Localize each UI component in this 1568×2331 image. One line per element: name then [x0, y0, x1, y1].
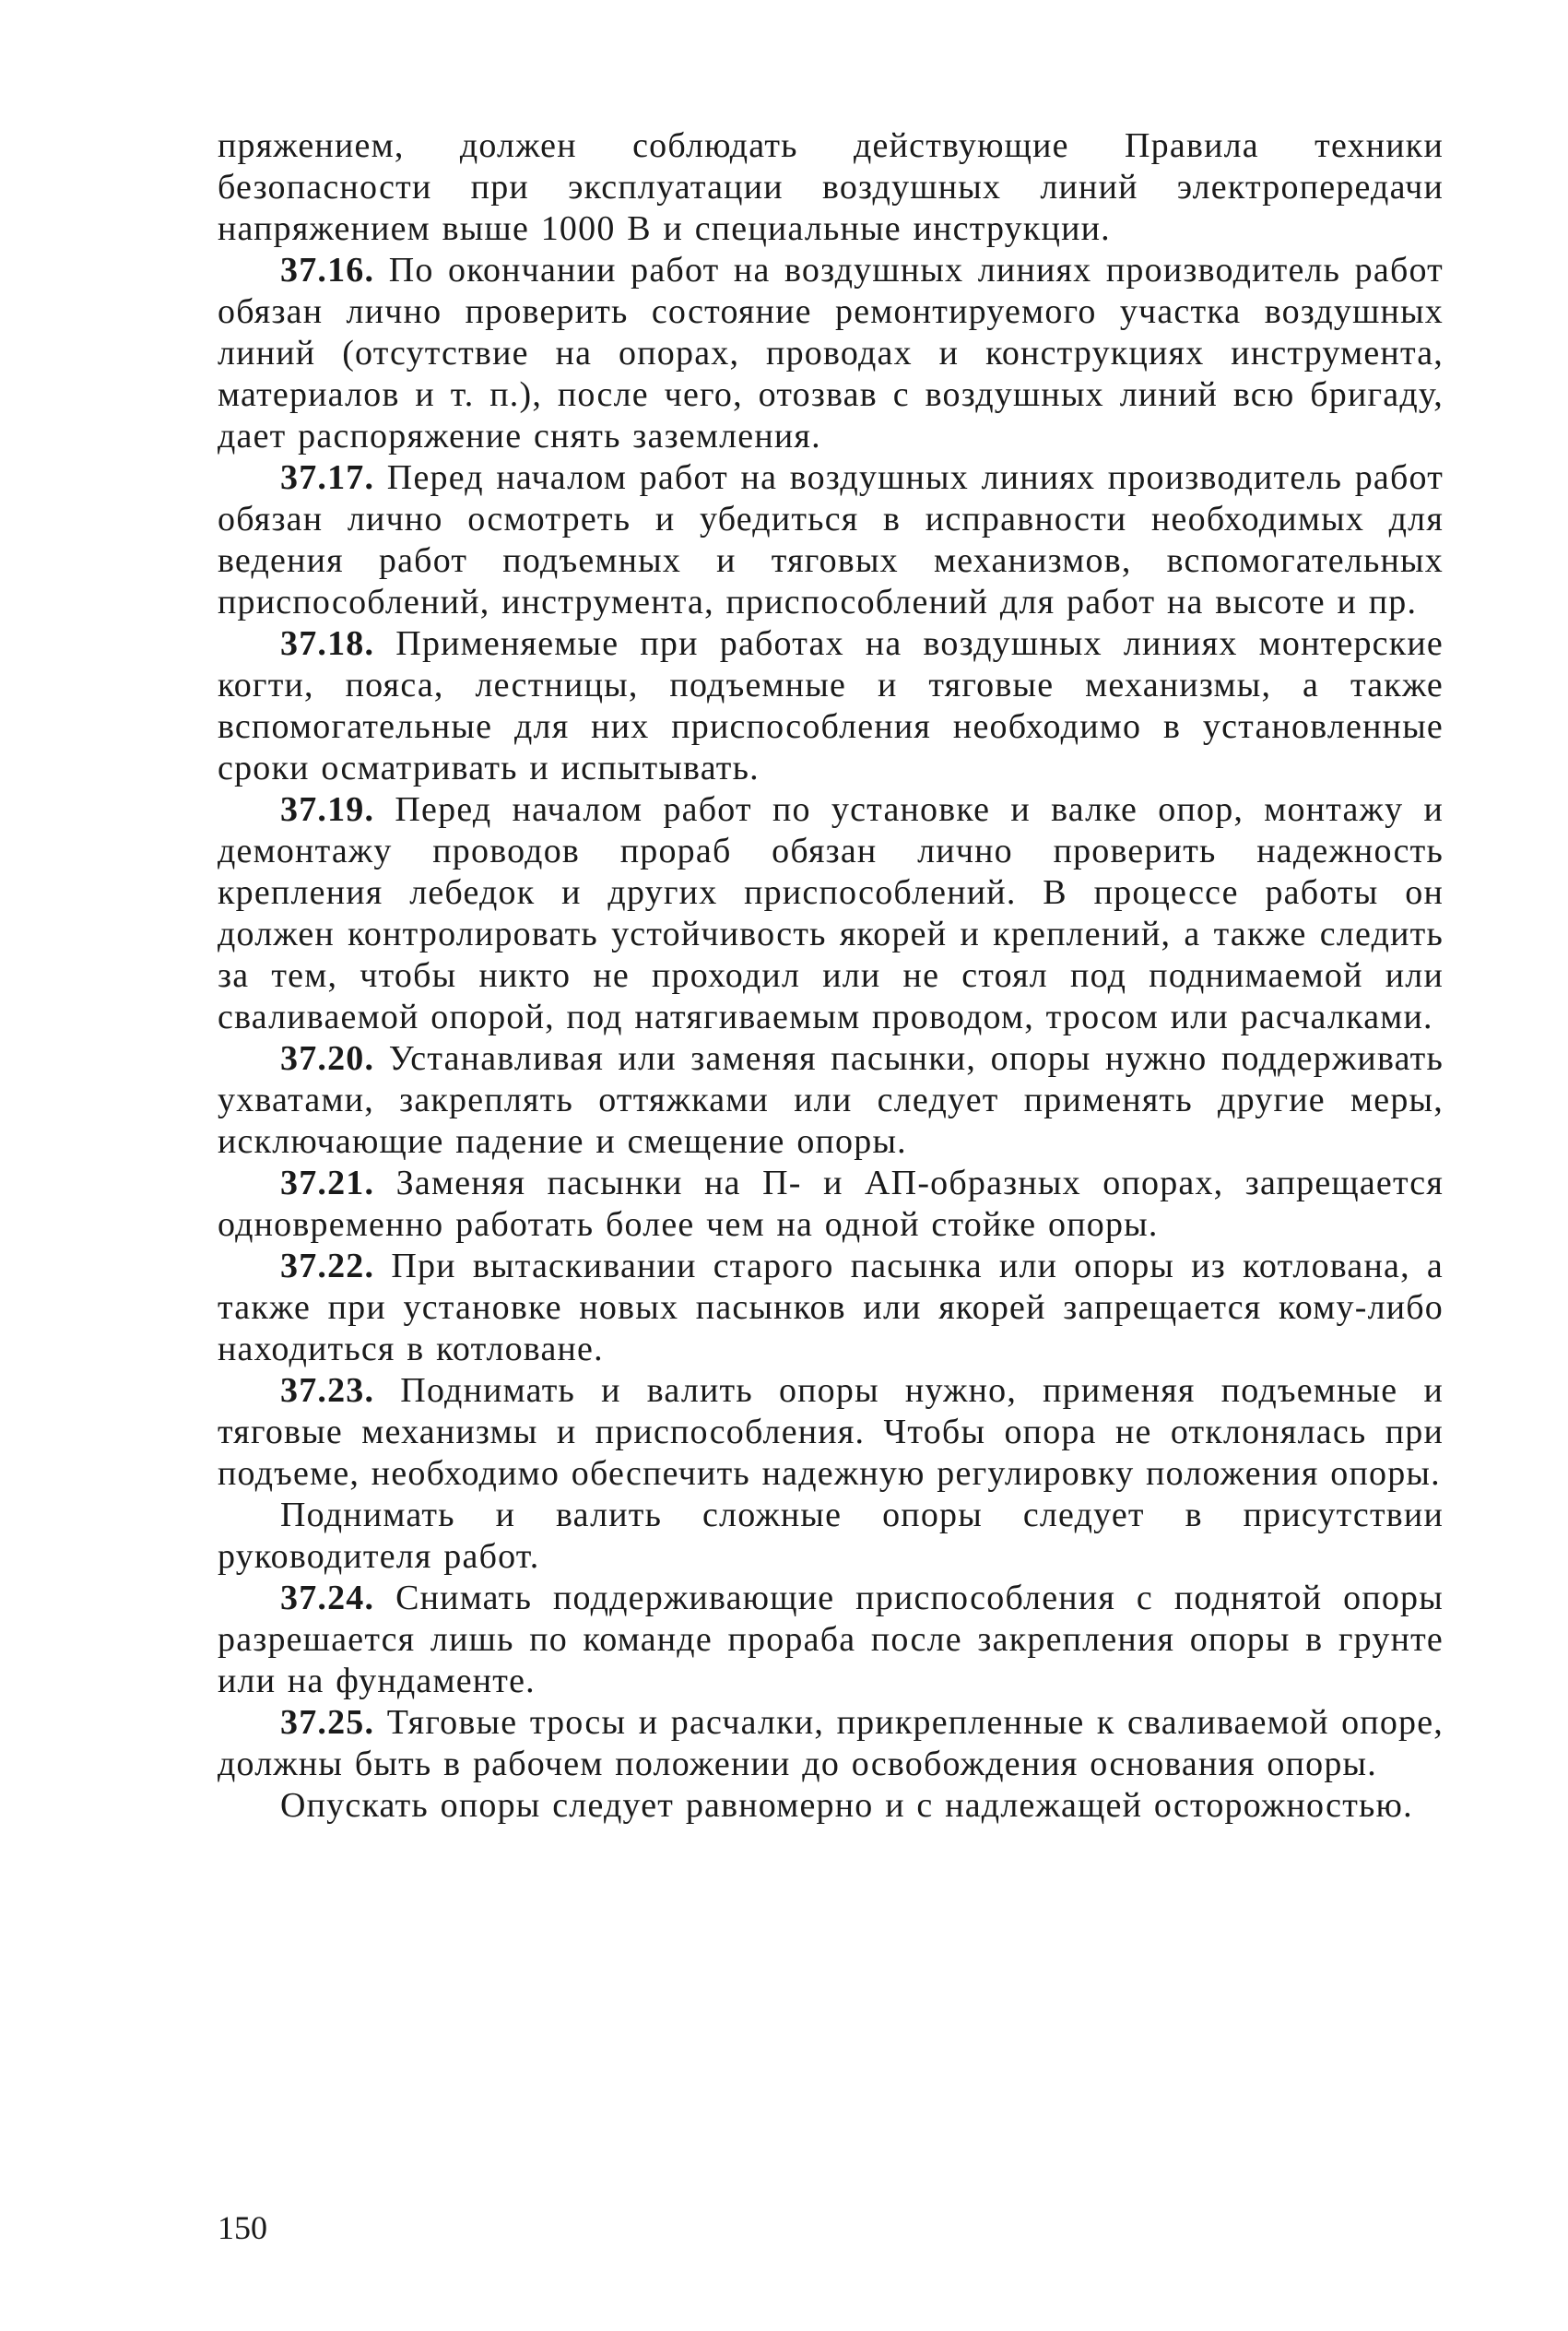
paragraph-text: Заменяя пасынки на П- и АП-образных опорах, запрещается одновременно работать более чем на одной стойке опоры.: [218, 1164, 1444, 1244]
paragraph-text: Применяемые при работах на воздушных линиях монтерские когти, пояса, лестницы, подъемные и тяговые механизмы, а также вспомогательные для них приспособления необходимо в установленные сроки осматривать и испытывать.: [218, 624, 1444, 787]
clause-number: 37.21.: [280, 1164, 375, 1202]
paragraph-37-23-continued: [218, 1495, 1444, 1578]
paragraph-continuation: [218, 125, 1444, 250]
paragraph-text: Тяговые тросы и расчалки, прикрепленные к сваливаемой опоре, должны быть в рабочем положении до освобождения основания опоры.: [218, 1703, 1444, 1783]
paragraph-37-20: [218, 1038, 1444, 1163]
paragraph-text: пряжением, должен соблюдать действующие Правила техники безопасности при эксплуатации воздушных линий электропередачи напряжением выше 1000 В и специальные инструкции.: [218, 126, 1444, 248]
paragraph-text: Поднимать и валить сложные опоры следует в присутствии руководителя работ.: [218, 1496, 1444, 1576]
clause-number: 37.23.: [280, 1371, 375, 1410]
paragraph-37-17: [218, 457, 1444, 623]
paragraph-text: При вытаскивании старого пасынка или опоры из котлована, а также при установке новых пасынков или якорей запрещается кому-либо находиться в котловане.: [218, 1247, 1444, 1368]
clause-number: 37.22.: [280, 1247, 375, 1285]
page-number: 150: [218, 2209, 267, 2246]
paragraph-text: Опускать опоры следует равномерно и с надлежащей осторожностью.: [280, 1786, 1413, 1825]
clause-number: 37.17.: [280, 458, 375, 497]
paragraph-37-24: [218, 1578, 1444, 1702]
clause-number: 37.25.: [280, 1703, 375, 1742]
paragraph-37-23: [218, 1370, 1444, 1495]
paragraph-37-16: [218, 250, 1444, 457]
clause-number: 37.20.: [280, 1039, 375, 1078]
paragraph-37-18: [218, 623, 1444, 789]
clause-number: 37.24.: [280, 1579, 375, 1617]
clause-number: 37.16.: [280, 251, 375, 290]
paragraph-37-19: [218, 789, 1444, 1038]
paragraph-text: Перед началом работ по установке и валке опор, монтажу и демонтажу проводов прораб обязан лично проверить надежность крепления лебедок и других приспособлений. В процессе работы он должен контролировать устойчивость якорей и креплений, а также следить за тем, чтобы никто не проходил или не стоял под поднимаемой или сваливаемой опорой, под натягиваемым проводом, тросом или расчалками.: [218, 790, 1444, 1036]
paragraph-text: По окончании работ на воздушных линиях производитель работ обязан лично проверить состояние ремонтируемого участка воздушных линий (отсутствие на опорах, проводах и конструкциях инструмента, материалов и т. п.), после чего, отозвав с воздушных линий всю бригаду, дает распоряжение снять заземления.: [218, 251, 1444, 456]
paragraph-37-21: [218, 1163, 1444, 1246]
clause-number: 37.18.: [280, 624, 375, 663]
paragraph-37-25: [218, 1702, 1444, 1785]
clause-number: 37.19.: [280, 790, 375, 829]
paragraph-text: Снимать поддерживающие приспособления с поднятой опоры разрешается лишь по команде прораба после закрепления опоры в грунте или на фундаменте.: [218, 1579, 1444, 1700]
paragraph-37-22: [218, 1246, 1444, 1370]
body-text: [218, 125, 1444, 1827]
paragraph-text: Поднимать и валить опоры нужно, применяя подъемные и тяговые механизмы и приспособления. Чтобы опора не отклонялась при подъеме, необходимо обеспечить надежную регулировку положения опоры.: [218, 1371, 1444, 1493]
paragraph-text: Перед началом работ на воздушных линиях производитель работ обязан лично осмотреть и убедиться в исправности необходимых для ведения работ подъемных и тяговых механизмов, вспомогательных приспособлений, инструмента, приспособлений для работ на высоте и пр.: [218, 458, 1444, 621]
paragraph-text: Устанавливая или заменяя пасынки, опоры нужно поддерживать ухватами, закреплять оттяжками или следует применять другие меры, исключающие падение и смещение опоры.: [218, 1039, 1444, 1161]
paragraph-37-25-continued: [218, 1785, 1444, 1827]
